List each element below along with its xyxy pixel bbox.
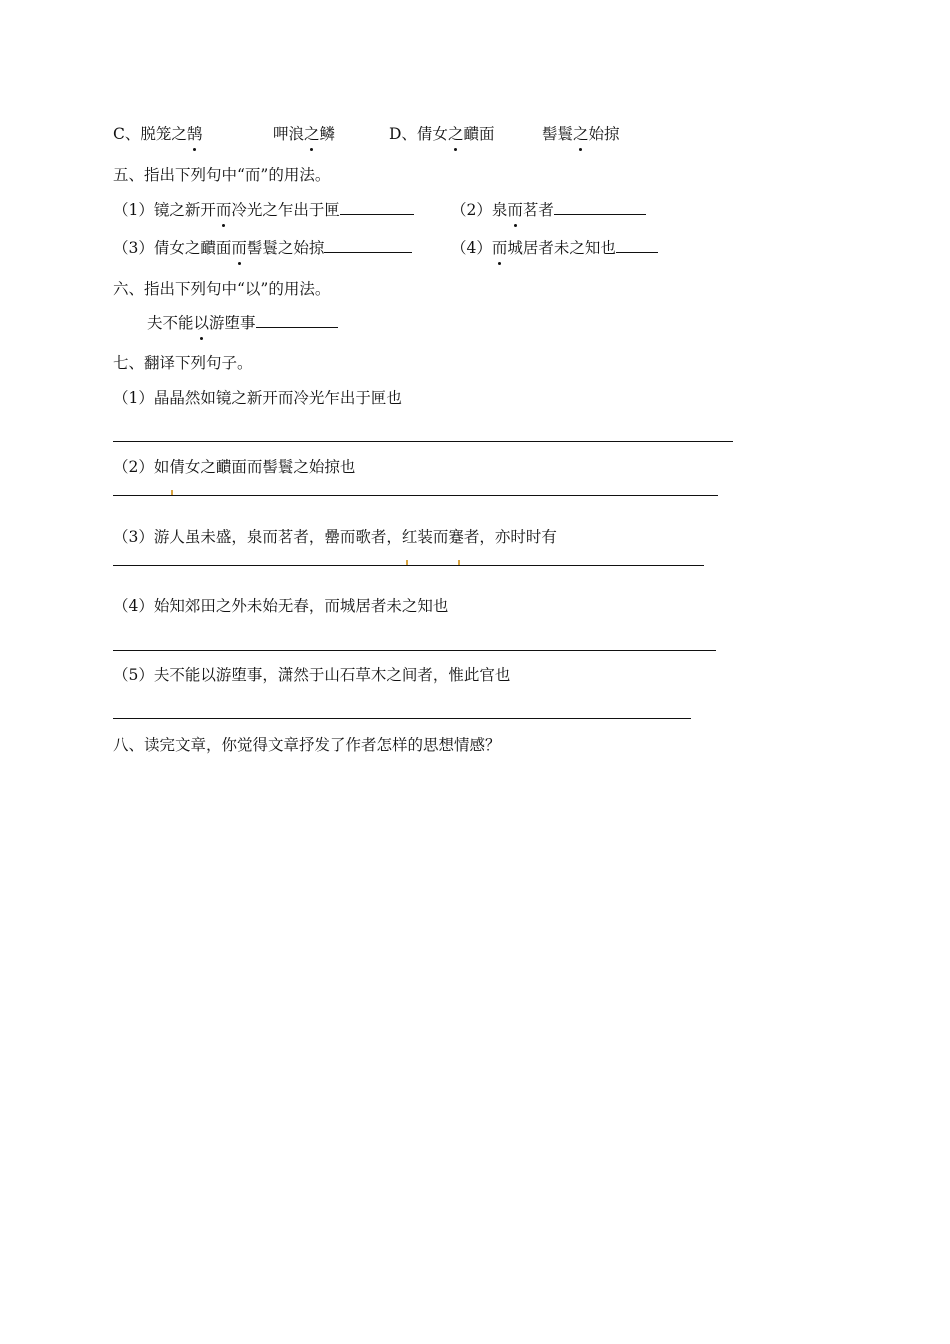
item-5-3: （3）倩女之靧面而髻鬟之始掠 xyxy=(113,237,451,259)
marker-dot xyxy=(171,490,173,495)
answer-blank[interactable] xyxy=(256,313,338,328)
translation-answer-line[interactable] xyxy=(113,495,718,496)
translate-item-4: （4）始知郊田之外未始无春，而城居者未之知也 xyxy=(113,597,449,615)
translate-item-5: （5）夫不能以游堕事，潇然于山石草木之间者，惟此官也 xyxy=(113,666,511,684)
section8-heading: 八、读完文章，你觉得文章抒发了作者怎样的思想情感？ xyxy=(113,736,501,754)
dotted-char: 鹄 xyxy=(186,125,203,143)
option-d-phrase2: 髻鬟之始掠 xyxy=(542,125,620,143)
answer-blank[interactable] xyxy=(616,238,658,253)
options-line xyxy=(113,123,620,145)
section6-item: 夫不能以游堕事 xyxy=(147,312,338,334)
option-c-phrase2: 呷浪之鳞 xyxy=(273,125,336,143)
marker-dot xyxy=(406,560,408,565)
translation-answer-line[interactable] xyxy=(113,718,691,719)
dotted-char: 之 xyxy=(573,125,589,143)
translation-answer-line[interactable] xyxy=(113,441,733,442)
dotted-char: 而 xyxy=(491,239,508,257)
translation-answer-line[interactable] xyxy=(113,650,716,651)
section6-heading: 六、指出下列句中“以”的用法。 xyxy=(113,280,331,298)
section7-heading: 七、翻译下列句子。 xyxy=(113,354,253,372)
dotted-char: 以 xyxy=(193,314,210,332)
translate-item-1: （1）晶晶然如镜之新开而冷光乍出于匣也 xyxy=(113,389,402,407)
dotted-char: 而 xyxy=(507,201,523,219)
item-5-4: （4）而城居者未之知也 xyxy=(451,237,658,259)
dotted-char: 之 xyxy=(447,125,464,143)
section5-row1 xyxy=(113,199,646,221)
section5-heading: 五、指出下列句中“而”的用法。 xyxy=(113,166,331,184)
item-5-2: （2）泉而茗者 xyxy=(451,199,646,221)
translate-item-2: （2）如倩女之靧面而髻鬟之始掠也 xyxy=(113,458,356,476)
option-d: D、倩女之靧面 xyxy=(389,125,495,143)
answer-blank[interactable] xyxy=(324,238,412,253)
marker-dot xyxy=(458,560,460,565)
answer-blank[interactable] xyxy=(340,200,414,215)
translate-item-3: （3）游人虽未盛，泉而茗者，罍而歌者，红装而蹇者，亦时时有 xyxy=(113,528,557,546)
dotted-char: 之 xyxy=(304,125,320,143)
translation-answer-line[interactable] xyxy=(113,565,704,566)
dotted-char: 而 xyxy=(231,239,247,257)
dotted-char: 而 xyxy=(215,201,232,219)
section5-row2 xyxy=(113,237,658,259)
item-5-1: （1）镜之新开而冷光之乍出于匣 xyxy=(113,199,451,221)
answer-blank[interactable] xyxy=(554,200,646,215)
option-c: C、脱笼之鹄 xyxy=(113,125,203,143)
